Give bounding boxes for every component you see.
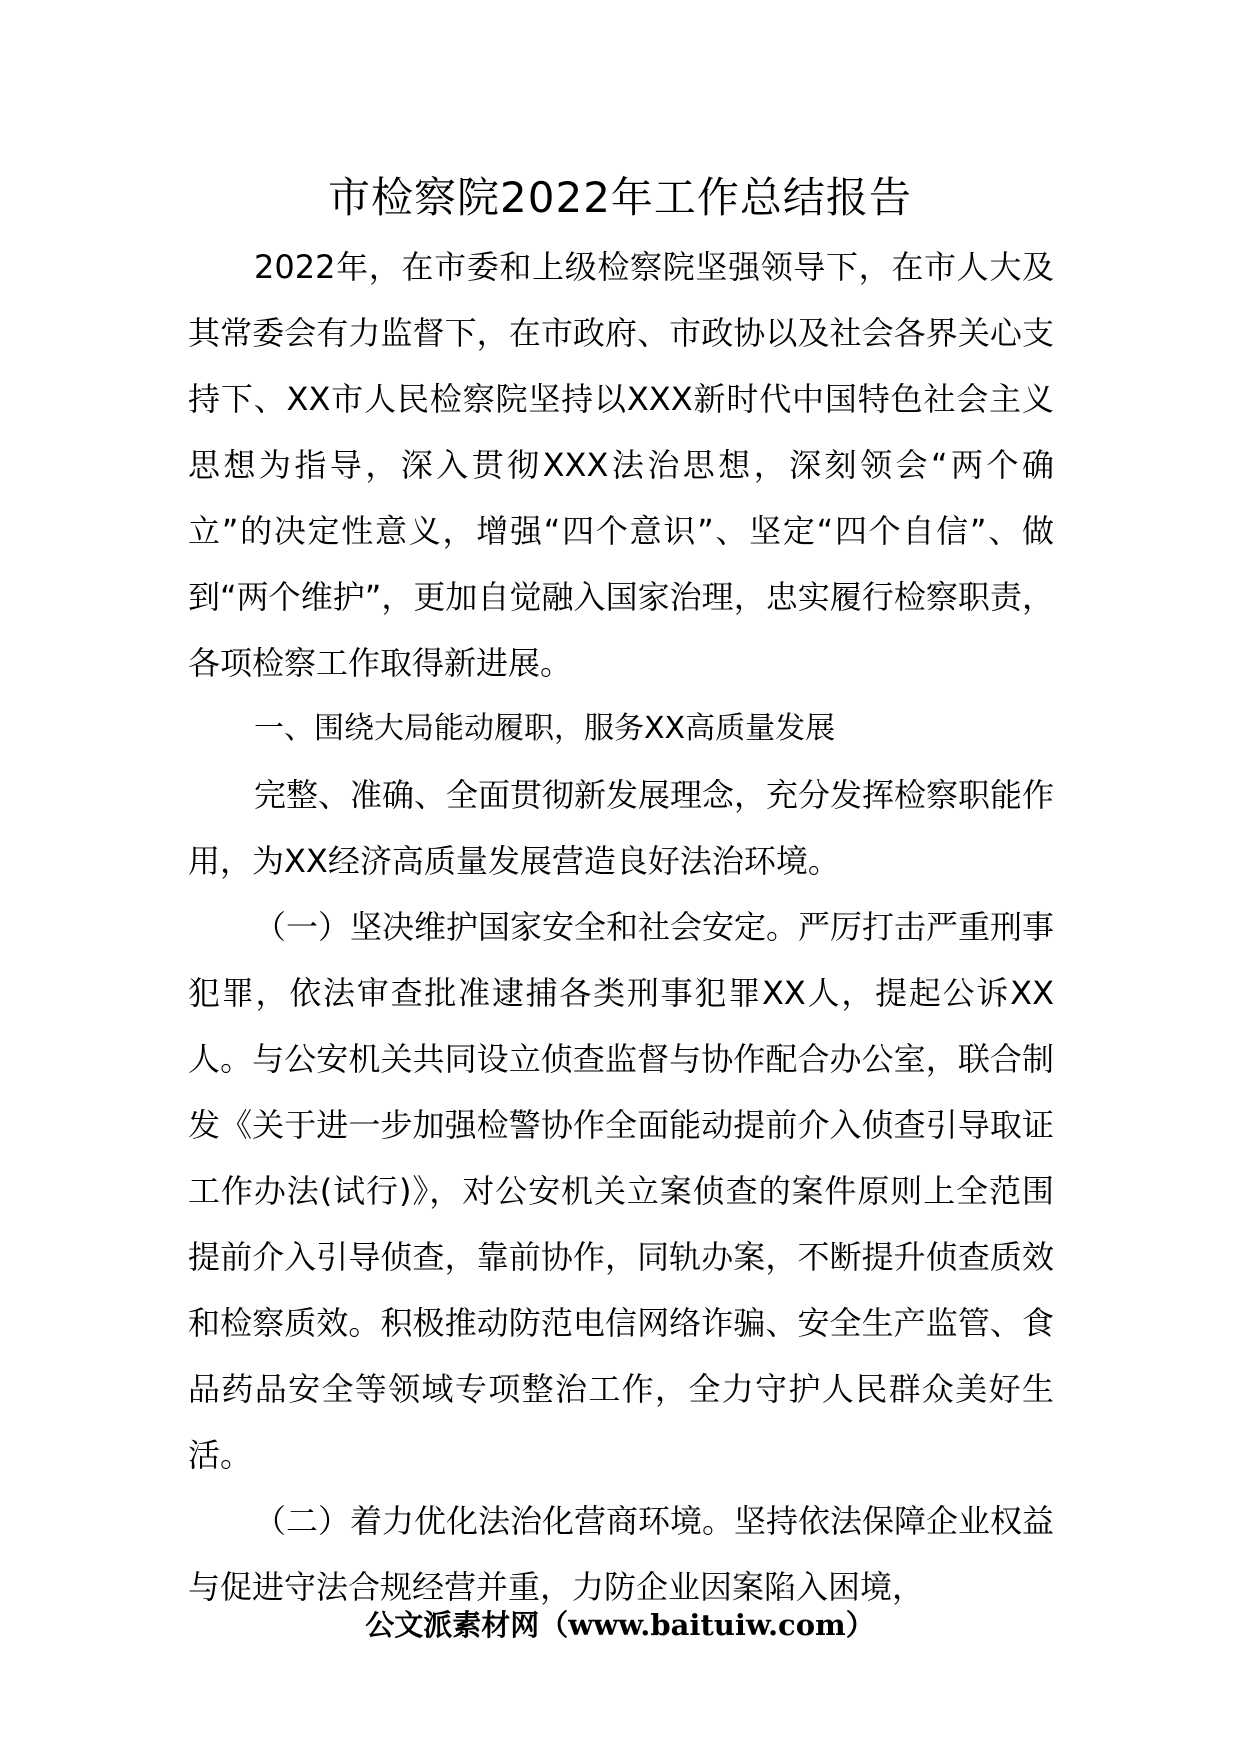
footer-watermark: 公文派素材网（www.baituiw.com） (365, 1608, 875, 1642)
subsection-1-paragraph: （一）坚决维护国家安全和社会安定。严厉打击严重刑事犯罪，依法审查批准逮捕各类刑事犯罪XX人，提起公诉XX人。与公安机关共同设立侦查监督与协作配合办公室，联合制发《关于进一步加强检警协作全面能动提前介入侦查引导取证工作办法(试行)》，对公安机关立案侦查的案件原则上全范围提前介入引导侦查，靠前协作，同轨办案，不断提升侦查质效和检察质效。积极推动防范电信网络诈骗、安全生产监管、食品药品安全等领域专项整治工作，全力守护人民群众美好生活。 (188, 908, 1055, 1474)
intro-paragraph: 2022年，在市委和上级检察院坚强领导下，在市人大及其常委会有力监督下，在市政府、市政协以及社会各界关心支持下、XX市人民检察院坚持以XXX新时代中国特色社会主义思想为指导，深入贯彻XXX法治思想，深刻领会“两个确立”的决定性意义，增强“四个意识”、坚定“四个自信”、做到“两个维护”，更加自觉融入国家治理，忠实履行检察职责，各项检察工作取得新进展。 (188, 248, 1054, 682)
section-heading-1: 一、围绕大局能动履职，服务XX高质量发展 (254, 711, 836, 746)
document-title: 市检察院2022年工作总结报告 (328, 173, 912, 222)
section-1-summary-paragraph: 完整、准确、全面贯彻新发展理念，充分发挥检察职能作用，为XX经济高质量发展营造良好法治环境。 (188, 776, 1055, 880)
document-body (188, 234, 1054, 1620)
subsection-2-paragraph: （二）着力优化法治化营商环境。坚持依法保障企业权益与促进守法合规经营并重，力防企业因案陷入困境， (188, 1502, 1055, 1606)
